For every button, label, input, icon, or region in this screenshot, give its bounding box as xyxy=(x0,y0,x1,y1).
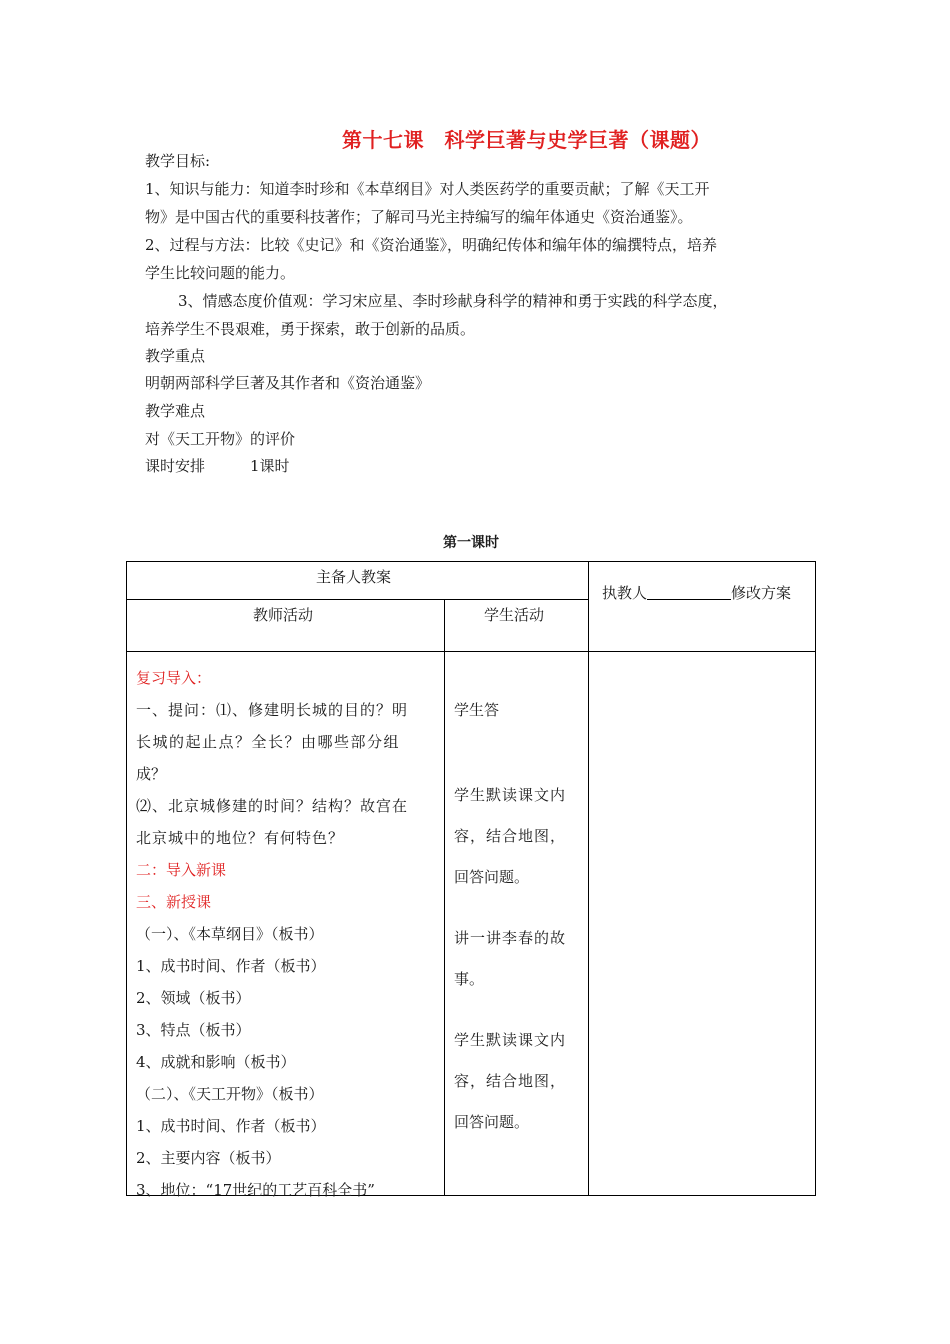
objective-line-5: 3、情感态度价值观：学习宋应星、李时珍献身科学的精神和勇于实践的科学态度， xyxy=(178,292,728,310)
teacher-line: 3、特点（板书） xyxy=(136,1021,251,1039)
header-right xyxy=(602,582,791,603)
teacher-line: 4、成就和影响（板书） xyxy=(136,1053,296,1071)
teacher-line: 1、成书时间、作者（板书） xyxy=(136,957,326,975)
difficulties-heading: 教学难点 xyxy=(145,402,206,420)
table-body-divider xyxy=(126,651,815,652)
objective-line-2: 物》是中国古代的重要科技著作；了解司马光主持编写的编年体通史《资治通鉴》。 xyxy=(145,208,693,226)
teacher-line: 长城的起止点？全长？由哪些部分组 xyxy=(136,733,401,751)
teacher-line: 一、提问：⑴、修建明长城的目的？明 xyxy=(136,701,409,719)
col-student-activity: 学生活动 xyxy=(484,606,545,624)
student-line: 学生答 xyxy=(454,701,500,719)
teacher-line: 1、成书时间、作者（板书） xyxy=(136,1117,326,1135)
teacher-line: 北京城中的地位？有何特色？ xyxy=(136,829,345,847)
revision-label: 修改方案 xyxy=(731,584,792,602)
student-line: 讲一讲李春的故 xyxy=(454,929,567,947)
key-points-content: 明朝两部科学巨著及其作者和《资治通鉴》 xyxy=(145,374,431,392)
table-border-right xyxy=(815,561,816,1196)
table-column-divider xyxy=(444,599,445,1196)
teacher-label: 执教人 xyxy=(602,584,648,602)
schedule-label: 课时安排 xyxy=(145,457,206,475)
teacher-line: 2、主要内容（板书） xyxy=(136,1149,281,1167)
teacher-line: 2、领域（板书） xyxy=(136,989,251,1007)
header-main: 主备人教案 xyxy=(316,568,392,586)
teacher-line: 成？ xyxy=(136,765,167,783)
student-line: 回答问题。 xyxy=(454,1113,530,1131)
schedule-value: 1课时 xyxy=(250,457,290,475)
teacher-line: 二：导入新课 xyxy=(136,861,227,879)
table-right-column-divider xyxy=(588,561,589,1196)
table-header-divider xyxy=(126,599,588,600)
col-teacher-activity: 教师活动 xyxy=(253,606,314,624)
teacher-line: （二）、《天工开物》（板书） xyxy=(136,1085,324,1103)
student-line: 回答问题。 xyxy=(454,868,530,886)
objective-line-3: 2、过程与方法：比较《史记》和《资治通鉴》，明确纪传体和编年体的编撰特点，培养 xyxy=(145,236,718,254)
objective-line-1: 1、知识与能力：知道李时珍和《本草纲目》对人类医药学的重要贡献；了解《天工开 xyxy=(145,180,710,198)
teacher-line: 三、新授课 xyxy=(136,893,212,911)
student-line: 事。 xyxy=(454,970,485,988)
objective-line-4: 学生比较问题的能力。 xyxy=(145,264,296,282)
student-line: 学生默读课文内 xyxy=(454,786,567,804)
teacher-line: （一）、《本草纲目》（板书） xyxy=(136,925,324,943)
lesson-title: 第十七课 科学巨著与史学巨著（课题） xyxy=(342,128,711,152)
table-border-left xyxy=(126,561,127,1196)
student-line: 容，结合地图， xyxy=(454,827,567,845)
objectives-heading: 教学目标: xyxy=(145,152,211,170)
session-title: 第一课时 xyxy=(443,535,499,551)
teacher-line: ⑵、北京城修建的时间？结构？故宫在 xyxy=(136,797,409,815)
student-line: 容，结合地图， xyxy=(454,1072,567,1090)
difficulties-content: 对《天工开物》的评价 xyxy=(145,430,296,448)
teacher-line: 3、地位：“17世纪的工艺百科全书” xyxy=(136,1181,375,1199)
objective-line-6: 培养学生不畏艰难，勇于探索，敢于创新的品质。 xyxy=(145,320,476,338)
teacher-line: 复习导入： xyxy=(136,669,212,687)
key-points-heading: 教学重点 xyxy=(145,347,206,365)
teacher-blank xyxy=(647,585,731,600)
table-border-top xyxy=(126,561,815,562)
student-line: 学生默读课文内 xyxy=(454,1031,567,1049)
